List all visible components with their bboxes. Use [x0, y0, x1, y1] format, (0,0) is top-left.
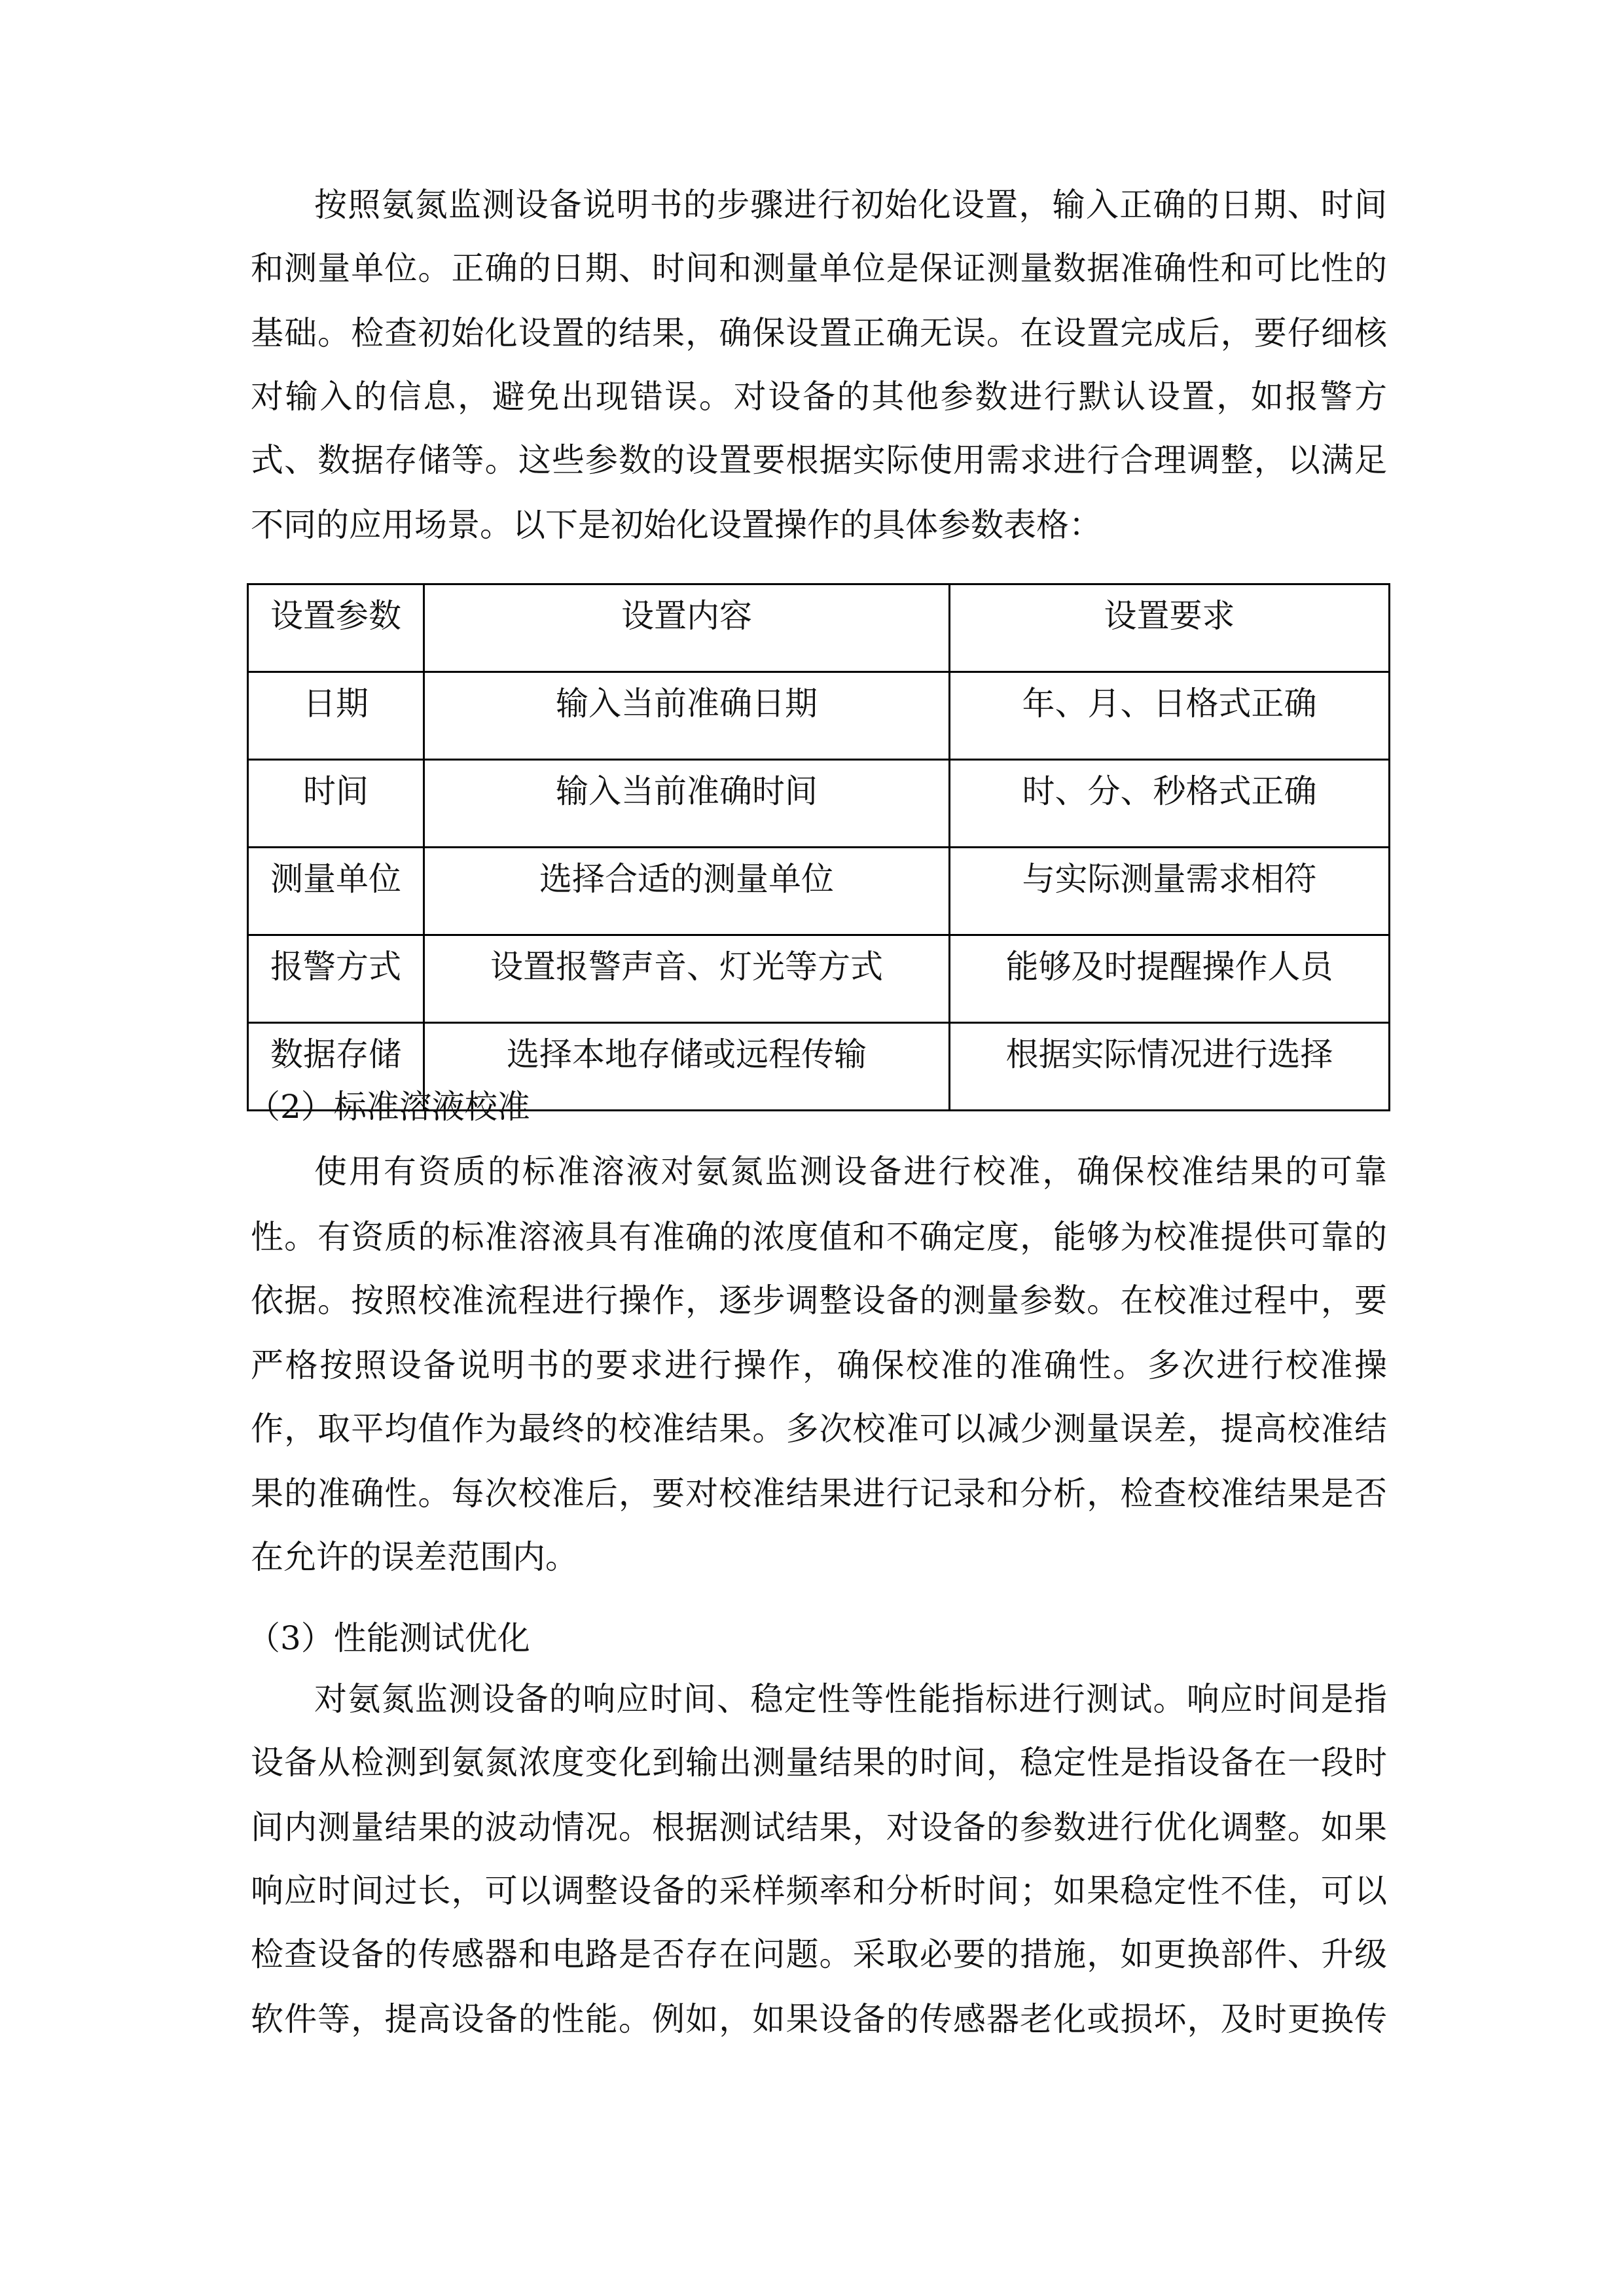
table-cell: 设置报警声音、灯光等方式 — [424, 935, 950, 1023]
text-line: 果的准确性。每次校准后，要对校准结果进行记录和分析，检查校准结果是否 — [251, 1475, 1387, 1513]
text-line: 设备从检测到氨氮浓度变化到输出测量结果的时间，稳定性是指设备在一段时 — [251, 1744, 1387, 1782]
section-heading-calibration: （2）标准溶液校准 — [247, 1088, 530, 1126]
header-cell: 设置内容 — [424, 584, 950, 672]
table-row — [248, 935, 1390, 1023]
table-row — [248, 672, 1390, 760]
header-cell: 设置参数 — [248, 584, 424, 672]
text-line: 依据。按照校准流程进行操作，逐步调整设备的测量参数。在校准过程中，要 — [251, 1282, 1387, 1319]
text-line: 对输入的信息，避免出现错误。对设备的其他参数进行默认设置，如报警方 — [251, 378, 1387, 416]
text-line: 式、数据存储等。这些参数的设置要根据实际使用需求进行合理调整，以满足 — [251, 441, 1387, 479]
table-cell: 输入当前准确时间 — [424, 760, 950, 848]
text-line: 对氨氮监测设备的响应时间、稳定性等性能指标进行测试。响应时间是指 — [314, 1680, 1387, 1718]
text-line: 基础。检查初始化设置的结果，确保设置正确无误。在设置完成后，要仔细核 — [251, 314, 1387, 352]
text-line: 间内测量结果的波动情况。根据测试结果，对设备的参数进行优化调整。如果 — [251, 1808, 1387, 1846]
table-cell: 报警方式 — [248, 935, 424, 1023]
text-line: 作，取平均值作为最终的校准结果。多次校准可以减少测量误差，提高校准结 — [251, 1410, 1387, 1448]
table-cell: 与实际测量需求相符 — [950, 848, 1390, 935]
text-line: 软件等，提高设备的性能。例如，如果设备的传感器老化或损坏，及时更换传 — [251, 2000, 1387, 2038]
text-line: 检查设备的传感器和电路是否存在问题。采取必要的措施，如更换部件、升级 — [251, 1935, 1387, 1973]
table-cell: 选择合适的测量单位 — [424, 848, 950, 935]
header-cell: 设置要求 — [950, 584, 1390, 672]
table-header-row — [248, 584, 1390, 672]
table-cell: 选择本地存储或远程传输 — [424, 1023, 950, 1111]
text-line: 响应时间过长，可以调整设备的采样频率和分析时间；如果稳定性不佳，可以 — [251, 1872, 1387, 1910]
initialization-parameters-table — [247, 583, 1390, 1111]
table-cell: 时、分、秒格式正确 — [950, 760, 1390, 848]
table-cell: 能够及时提醒操作人员 — [950, 935, 1390, 1023]
text-line: 性。有资质的标准溶液具有准确的浓度值和不确定度，能够为校准提供可靠的 — [251, 1218, 1387, 1256]
text-line: 不同的应用场景。以下是初始化设置操作的具体参数表格： — [251, 506, 1102, 544]
table-cell: 测量单位 — [248, 848, 424, 935]
table-cell: 根据实际情况进行选择 — [950, 1023, 1390, 1111]
table-cell: 年、月、日格式正确 — [950, 672, 1390, 760]
table-cell: 数据存储 — [248, 1023, 424, 1111]
text-line: 使用有资质的标准溶液对氨氮监测设备进行校准，确保校准结果的可靠 — [314, 1153, 1387, 1191]
table-cell: 输入当前准确日期 — [424, 672, 950, 760]
text-line: 严格按照设备说明书的要求进行操作，确保校准的准确性。多次进行校准操 — [251, 1346, 1387, 1384]
text-line: 在允许的误差范围内。 — [251, 1538, 578, 1576]
text-line: 按照氨氮监测设备说明书的步骤进行初始化设置，输入正确的日期、时间 — [314, 186, 1387, 224]
table-cell: 时间 — [248, 760, 424, 848]
table-row — [248, 848, 1390, 935]
table-row — [248, 760, 1390, 848]
text-line: 和测量单位。正确的日期、时间和测量单位是保证测量数据准确性和可比性的 — [251, 249, 1387, 287]
table-cell: 日期 — [248, 672, 424, 760]
section-heading-performance: （3）性能测试优化 — [247, 1619, 530, 1657]
